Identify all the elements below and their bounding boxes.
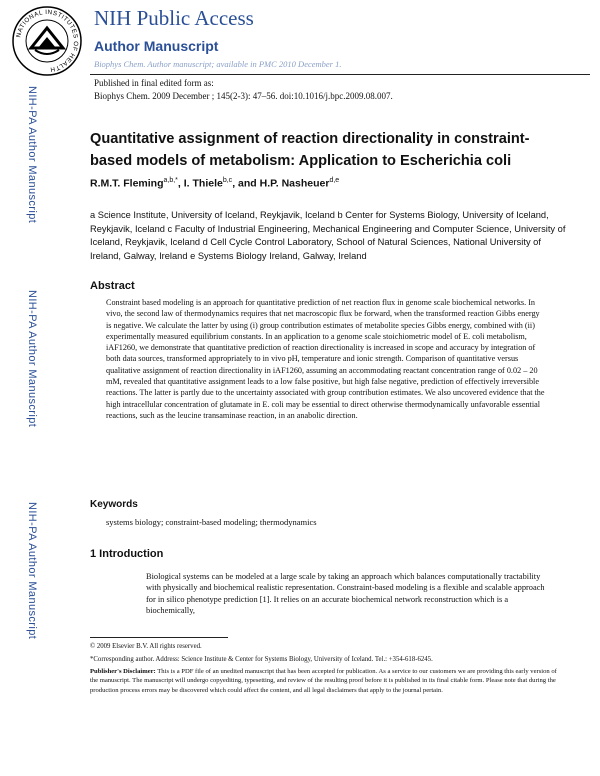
author-affiliation-mark: d,e (329, 177, 340, 184)
footnote-rule (90, 637, 228, 638)
author-name: H.P. Nasheuer (259, 177, 330, 190)
introduction-heading: 1 Introduction (90, 548, 164, 560)
article-title: Quantitative assignment of reaction directionality in constraint-based models of metabolism: Application to Escherichia coli (90, 131, 530, 169)
author-affiliation-mark: a,b,* (163, 177, 178, 184)
copyright-notice: © 2009 Elsevier B.V. All rights reserved. (90, 643, 202, 650)
author-name: I. Thiele (183, 177, 223, 190)
author-manuscript-label: Author Manuscript (94, 38, 219, 54)
keywords-text: systems biology; constraint-based modeling; thermodynamics (106, 517, 317, 527)
author-affiliation-mark: b,c (222, 177, 233, 184)
introduction-text: Biological systems can be modeled at a large scale by taking an approach which balances computationally tractability with physically and biochemical realistic representation. Constraint-based modeling is a flexible and scalable approach for in silico phenotype prediction [1]. It relies on an accurate biochemical network reconstruction which is a biochemically, (146, 572, 545, 616)
side-label-top: NIH-PA Author Manuscript (26, 86, 38, 224)
abstract-heading: Abstract (90, 280, 135, 292)
header-rule (90, 74, 590, 75)
corresponding-author: *Corresponding author. Address: Science Institute & Center for Systems Biology, University of Iceland. Tel.: +354-618-6245. (90, 656, 433, 663)
keywords-heading: Keywords (90, 499, 138, 510)
published-line-1: Published in final edited form as: (94, 78, 214, 88)
abstract-text: Constraint based modeling is an approach for quantitative prediction of net reaction flux in genome scale biochemical networks. In vivo, the second law of thermodynamics requires that net macroscopic flux be forward, when the transformed reaction Gibbs energy is negative. We calculate the latter by using (i) group contribution estimates of metabolite species Gibbs energy, combined with (ii) experimentally measured equilibrium constants. In an application to a genome scale stoichiometric model of E. coli metabolism, iAF1260, we demonstrate that quantitative prediction of reaction directionality is increased in scope and accuracy by integration of both data sources, transformed appropriately to in vivo pH, temperature and ionic strength. Comparison of quantitative versus qualitative assignment of reaction directionality in iAF1260, assuming an accommodating reactant concentration range of 0.02 – 20 mM, revealed that quantitative assignment leads to a low false positive, but high false negative, prediction of effectively irreversible reactions. The latter is partly due to the uncertainty associated with group contribution estimates. We also uncovered evidence that the high intracellular concentration of glutamate in E. coli may be essential to direct otherwise thermodynamically unfavorable essential reactions, such as the leucine transaminase reaction, in an anabolic direction. (106, 298, 545, 420)
availability-info: Biophys Chem. Author manuscript; available in PMC 2010 December 1. (94, 59, 342, 69)
published-line-2: Biophys Chem. 2009 December ; 145(2-3): 47–56. doi:10.1016/j.bpc.2009.08.007. (94, 91, 393, 101)
publisher-disclaimer (90, 667, 560, 695)
side-label-middle: NIH-PA Author Manuscript (26, 290, 38, 428)
author-name: R.M.T. Fleming (90, 177, 164, 190)
nih-seal-icon (10, 4, 84, 78)
nih-public-access-title: NIH Public Access (94, 6, 254, 30)
side-label-bottom: NIH-PA Author Manuscript (26, 502, 38, 640)
disclaimer-text: This is a PDF file of an unedited manuscript that has been accepted for publication. As a service to our customers we are providing this early version of the manuscript. The manuscript will undergo copyediting, typesetting, and review of the resulting proof before it is published in its final citable form. Please note that during the production process errors may be discovered which could affect the content, and all legal disclaimers that apply to the journal pertain. (90, 668, 557, 694)
nih-logo (10, 4, 84, 78)
affiliations: a Science Institute, University of Iceland, Reykjavik, Iceland b Center for Systems Biology, University of Iceland, Reykjavik, Iceland c Faculty of Industrial Engineering, Mechanical Engineering and Computer Science, University of Iceland, Reykjavik, Iceland d Cell Cycle Control Laboratory, School of Natural Sciences, National University of Ireland, Galway, Ireland e Systems Biology Ireland, Galway, Ireland (90, 210, 566, 261)
author-list: R.M.T. Fleming$^{a,b,*}$, I. Thiele$^{b,c}$, and H.P. Nasheuer$^{d,e}$ (90, 177, 340, 190)
svg-text:NATIONAL INSTITUTES OF HEALTH: NATIONAL INSTITUTES OF HEALTH (15, 8, 80, 73)
disclaimer-label: Publisher's Disclaimer: (90, 668, 156, 675)
